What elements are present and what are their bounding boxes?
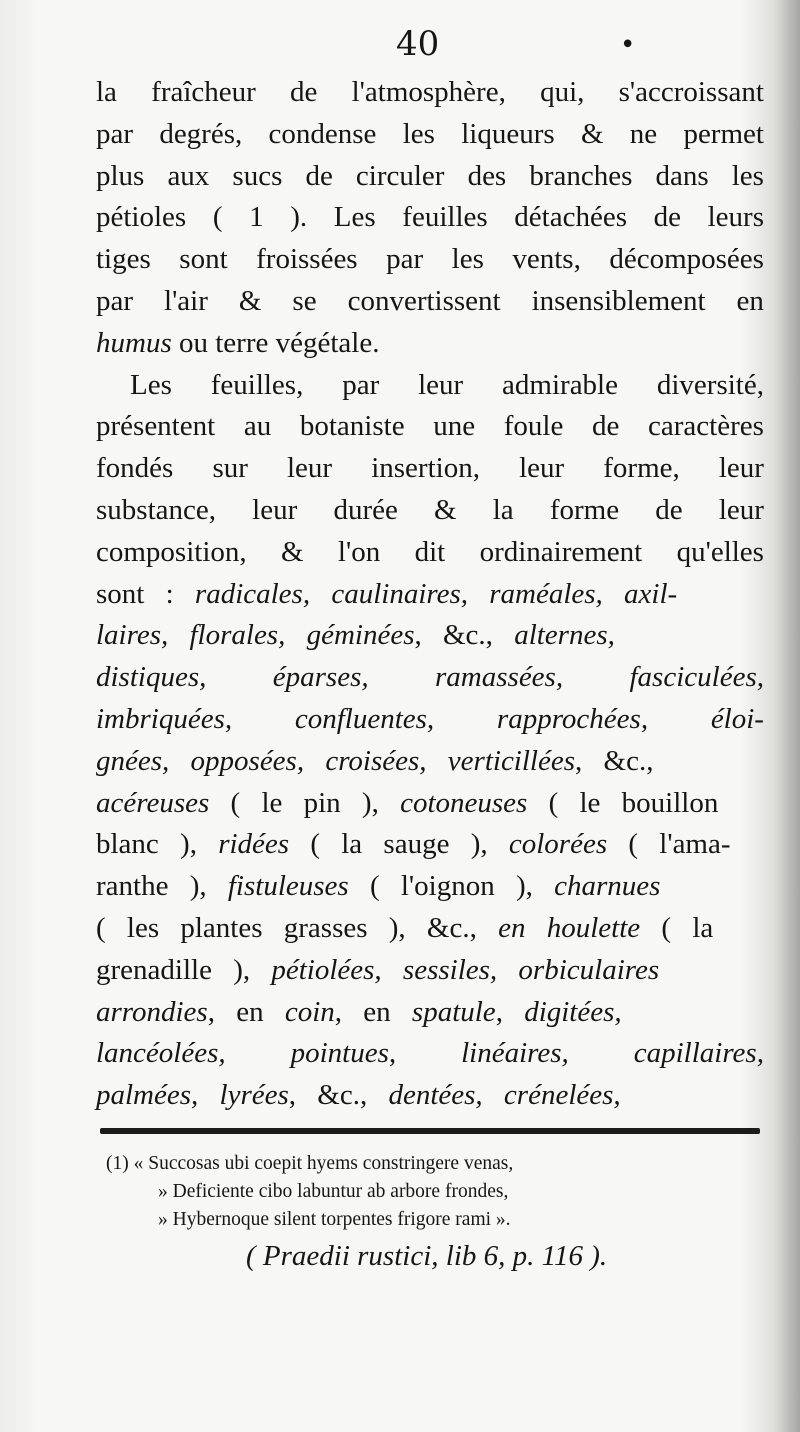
word: au bbox=[243, 410, 272, 443]
text-segment: ( le bouillon bbox=[527, 786, 719, 819]
word: qui, bbox=[540, 76, 585, 108]
word: 1 bbox=[249, 201, 264, 234]
word: Les bbox=[130, 368, 172, 401]
text-segment: ( la sauge ), bbox=[289, 828, 509, 861]
word: lancéolées, bbox=[96, 1037, 226, 1070]
word: des bbox=[467, 159, 507, 192]
text-segment: grenadille ), bbox=[96, 953, 272, 986]
text-segment: sont : bbox=[96, 577, 195, 610]
word: branches bbox=[529, 159, 633, 192]
text-line bbox=[96, 908, 764, 950]
page-number: 40 bbox=[396, 24, 440, 64]
word: plus bbox=[96, 159, 145, 192]
footnote-citation: ( Praedii rustici, lib 6, p. 116 ). bbox=[246, 1240, 608, 1272]
printer-mark: • bbox=[620, 30, 636, 60]
word: condense bbox=[268, 117, 377, 150]
text-line bbox=[96, 448, 764, 490]
text-line bbox=[96, 574, 764, 616]
word: de bbox=[655, 493, 683, 526]
text-segment-italic: en houlette bbox=[498, 911, 641, 944]
word: leur bbox=[287, 452, 333, 485]
word: linéaires, bbox=[461, 1037, 569, 1070]
word: leur bbox=[252, 493, 298, 526]
text-line bbox=[96, 72, 764, 114]
text-segment: , &c., bbox=[575, 744, 654, 777]
word: & bbox=[580, 117, 604, 150]
text-segment-italic: palmées, lyrées bbox=[96, 1079, 289, 1112]
footnote-line: (1) « Succosas ubi coepit hyems constringere venas, bbox=[106, 1153, 514, 1174]
word: sur bbox=[212, 452, 248, 485]
word: leur bbox=[418, 368, 464, 401]
text-segment-italic: radicales, caulinaires, raméales, axil- bbox=[194, 577, 678, 610]
page-gutter-shadow bbox=[774, 0, 800, 1432]
word: permet bbox=[683, 117, 764, 150]
word: botaniste bbox=[299, 410, 405, 443]
word: & bbox=[434, 493, 457, 526]
word: leur bbox=[718, 493, 764, 526]
word: liqueurs bbox=[461, 117, 555, 150]
text-line bbox=[96, 490, 764, 532]
word: la bbox=[492, 493, 514, 526]
word: circuler bbox=[355, 159, 445, 192]
text-segment-italic: ridées bbox=[218, 828, 290, 861]
text-line bbox=[96, 1075, 764, 1117]
word: en bbox=[736, 284, 764, 317]
text-segment-italic: laires, florales, géminées bbox=[96, 619, 415, 652]
word: par bbox=[386, 243, 424, 276]
word: sucs bbox=[232, 159, 283, 192]
footnote-rule bbox=[100, 1128, 760, 1134]
text-segment-italic: dentées, crénelées, bbox=[388, 1079, 621, 1112]
text-segment-italic: charnues bbox=[554, 870, 661, 903]
word: l'on bbox=[337, 535, 381, 568]
word: qu'elles bbox=[676, 535, 764, 568]
word: les bbox=[731, 159, 764, 192]
word: froissées bbox=[256, 243, 358, 276]
word: composition, bbox=[96, 535, 247, 568]
word: insertion, bbox=[371, 452, 480, 485]
word: ( bbox=[212, 201, 223, 234]
footnote-line: » Deficiente cibo labuntur ab arbore frondes, bbox=[158, 1181, 509, 1202]
text-line bbox=[96, 197, 764, 239]
word: l'air bbox=[164, 284, 208, 317]
word: ordinairement bbox=[479, 535, 643, 568]
text-line bbox=[96, 741, 764, 783]
word: pointues, bbox=[290, 1037, 397, 1070]
word: ramassées, bbox=[435, 661, 564, 694]
word: forme bbox=[549, 493, 620, 526]
text-segment-italic: alternes, bbox=[514, 619, 615, 652]
word: & bbox=[238, 284, 262, 317]
text-segment-italic: colorées bbox=[508, 828, 608, 861]
text-segment-italic: spatule bbox=[411, 995, 496, 1028]
word: s'accroissant bbox=[618, 76, 764, 108]
text-line bbox=[96, 156, 764, 198]
text-segment-italic: cotoneuses bbox=[400, 786, 528, 819]
word: pétioles bbox=[96, 201, 187, 234]
word: par bbox=[96, 284, 134, 317]
word: de bbox=[290, 76, 318, 108]
text-segment: , bbox=[495, 995, 525, 1028]
text-segment-italic: fistuleuses bbox=[227, 870, 349, 903]
text-segment: ( l'ama- bbox=[607, 828, 731, 861]
word: foule bbox=[503, 410, 564, 443]
text-segment: ( l'oignon ), bbox=[348, 870, 555, 903]
text-segment: ( le pin ), bbox=[209, 786, 401, 819]
word: feuilles, bbox=[210, 368, 304, 401]
main-text bbox=[96, 72, 764, 1117]
word: tiges bbox=[96, 243, 151, 276]
paragraph-start-line bbox=[96, 365, 764, 407]
word: Les bbox=[333, 201, 376, 234]
text-line bbox=[96, 406, 764, 448]
word: sont bbox=[179, 243, 228, 276]
word: & bbox=[281, 535, 304, 568]
footnote-line: » Hybernoque silent torpentes frigore rami ». bbox=[158, 1209, 511, 1230]
text-line bbox=[96, 1033, 764, 1075]
text-segment: , &c., bbox=[288, 1079, 389, 1112]
text-line bbox=[96, 950, 764, 992]
word: convertissent bbox=[347, 284, 501, 317]
text-segment-italic: humus bbox=[96, 326, 172, 359]
word: confluentes, bbox=[294, 702, 435, 735]
word: aux bbox=[167, 159, 210, 192]
text-segment-italic: acéreuses bbox=[96, 786, 210, 819]
text-line bbox=[96, 657, 764, 699]
text-line bbox=[96, 992, 764, 1034]
word: distiques, bbox=[96, 661, 207, 694]
word: détachées bbox=[514, 201, 627, 234]
word: insensiblement bbox=[531, 284, 706, 317]
text-segment-italic: arrondies bbox=[96, 995, 208, 1028]
text-line bbox=[96, 239, 764, 281]
word: par bbox=[342, 368, 380, 401]
word: les bbox=[451, 243, 484, 276]
text-segment: , en bbox=[334, 995, 412, 1028]
text-segment-italic: digitées, bbox=[524, 995, 622, 1028]
word: présentent bbox=[96, 410, 216, 443]
word: fondés bbox=[96, 452, 174, 485]
word: les bbox=[402, 117, 435, 150]
word: éparses, bbox=[272, 661, 369, 694]
text-segment: blanc ), bbox=[96, 828, 219, 861]
footnote-block bbox=[100, 1150, 760, 1276]
word: éloi- bbox=[710, 702, 764, 735]
word: l'atmosphère, bbox=[351, 76, 506, 108]
text-segment-italic: coin bbox=[284, 995, 335, 1028]
text-line bbox=[96, 281, 764, 323]
text-line bbox=[96, 866, 764, 908]
text-segment: ou terre végétale. bbox=[171, 326, 380, 359]
word: de bbox=[305, 159, 333, 192]
text-segment: ( la bbox=[640, 911, 714, 944]
word: vents, bbox=[512, 243, 581, 276]
word: degrés, bbox=[159, 117, 243, 150]
word: capillaires, bbox=[633, 1037, 764, 1070]
word: leur bbox=[718, 452, 764, 485]
text-segment-italic: pétiolées, sessiles, orbiculaires bbox=[271, 953, 660, 986]
word: de bbox=[653, 201, 681, 234]
word: rapprochées, bbox=[496, 702, 649, 735]
word: une bbox=[433, 410, 476, 443]
word: imbriquées, bbox=[96, 702, 233, 735]
text-segment: , &c., bbox=[414, 619, 515, 652]
word: décomposées bbox=[609, 243, 764, 276]
word: leurs bbox=[707, 201, 764, 234]
word: la bbox=[96, 76, 117, 108]
word: ). bbox=[290, 201, 308, 234]
word: substance, bbox=[96, 493, 216, 526]
word: dans bbox=[655, 159, 709, 192]
word: de bbox=[592, 410, 620, 443]
word: forme, bbox=[603, 452, 680, 485]
word: ne bbox=[629, 117, 658, 150]
word: caractères bbox=[648, 410, 764, 443]
text-line bbox=[96, 114, 764, 156]
word: leur bbox=[519, 452, 565, 485]
text-segment: ranthe ), bbox=[96, 870, 228, 903]
word: feuilles bbox=[402, 201, 488, 234]
text-segment: ( les plantes grasses ), &c., bbox=[96, 911, 499, 944]
word: durée bbox=[333, 493, 398, 526]
text-segment-italic: gnées, opposées, croisées, verticillées bbox=[96, 744, 576, 777]
text-line bbox=[96, 699, 764, 741]
text-line bbox=[96, 532, 764, 574]
text-line bbox=[96, 323, 764, 365]
word: fraîcheur bbox=[151, 76, 256, 108]
text-line bbox=[96, 615, 764, 657]
text-line bbox=[96, 783, 764, 825]
text-segment: , en bbox=[207, 995, 285, 1028]
word: admirable bbox=[502, 368, 618, 401]
word: fasciculées, bbox=[629, 661, 764, 694]
text-line bbox=[96, 824, 764, 866]
word: par bbox=[96, 117, 134, 150]
word: dit bbox=[414, 535, 446, 568]
word: diversité, bbox=[656, 368, 764, 401]
word: se bbox=[292, 284, 317, 317]
